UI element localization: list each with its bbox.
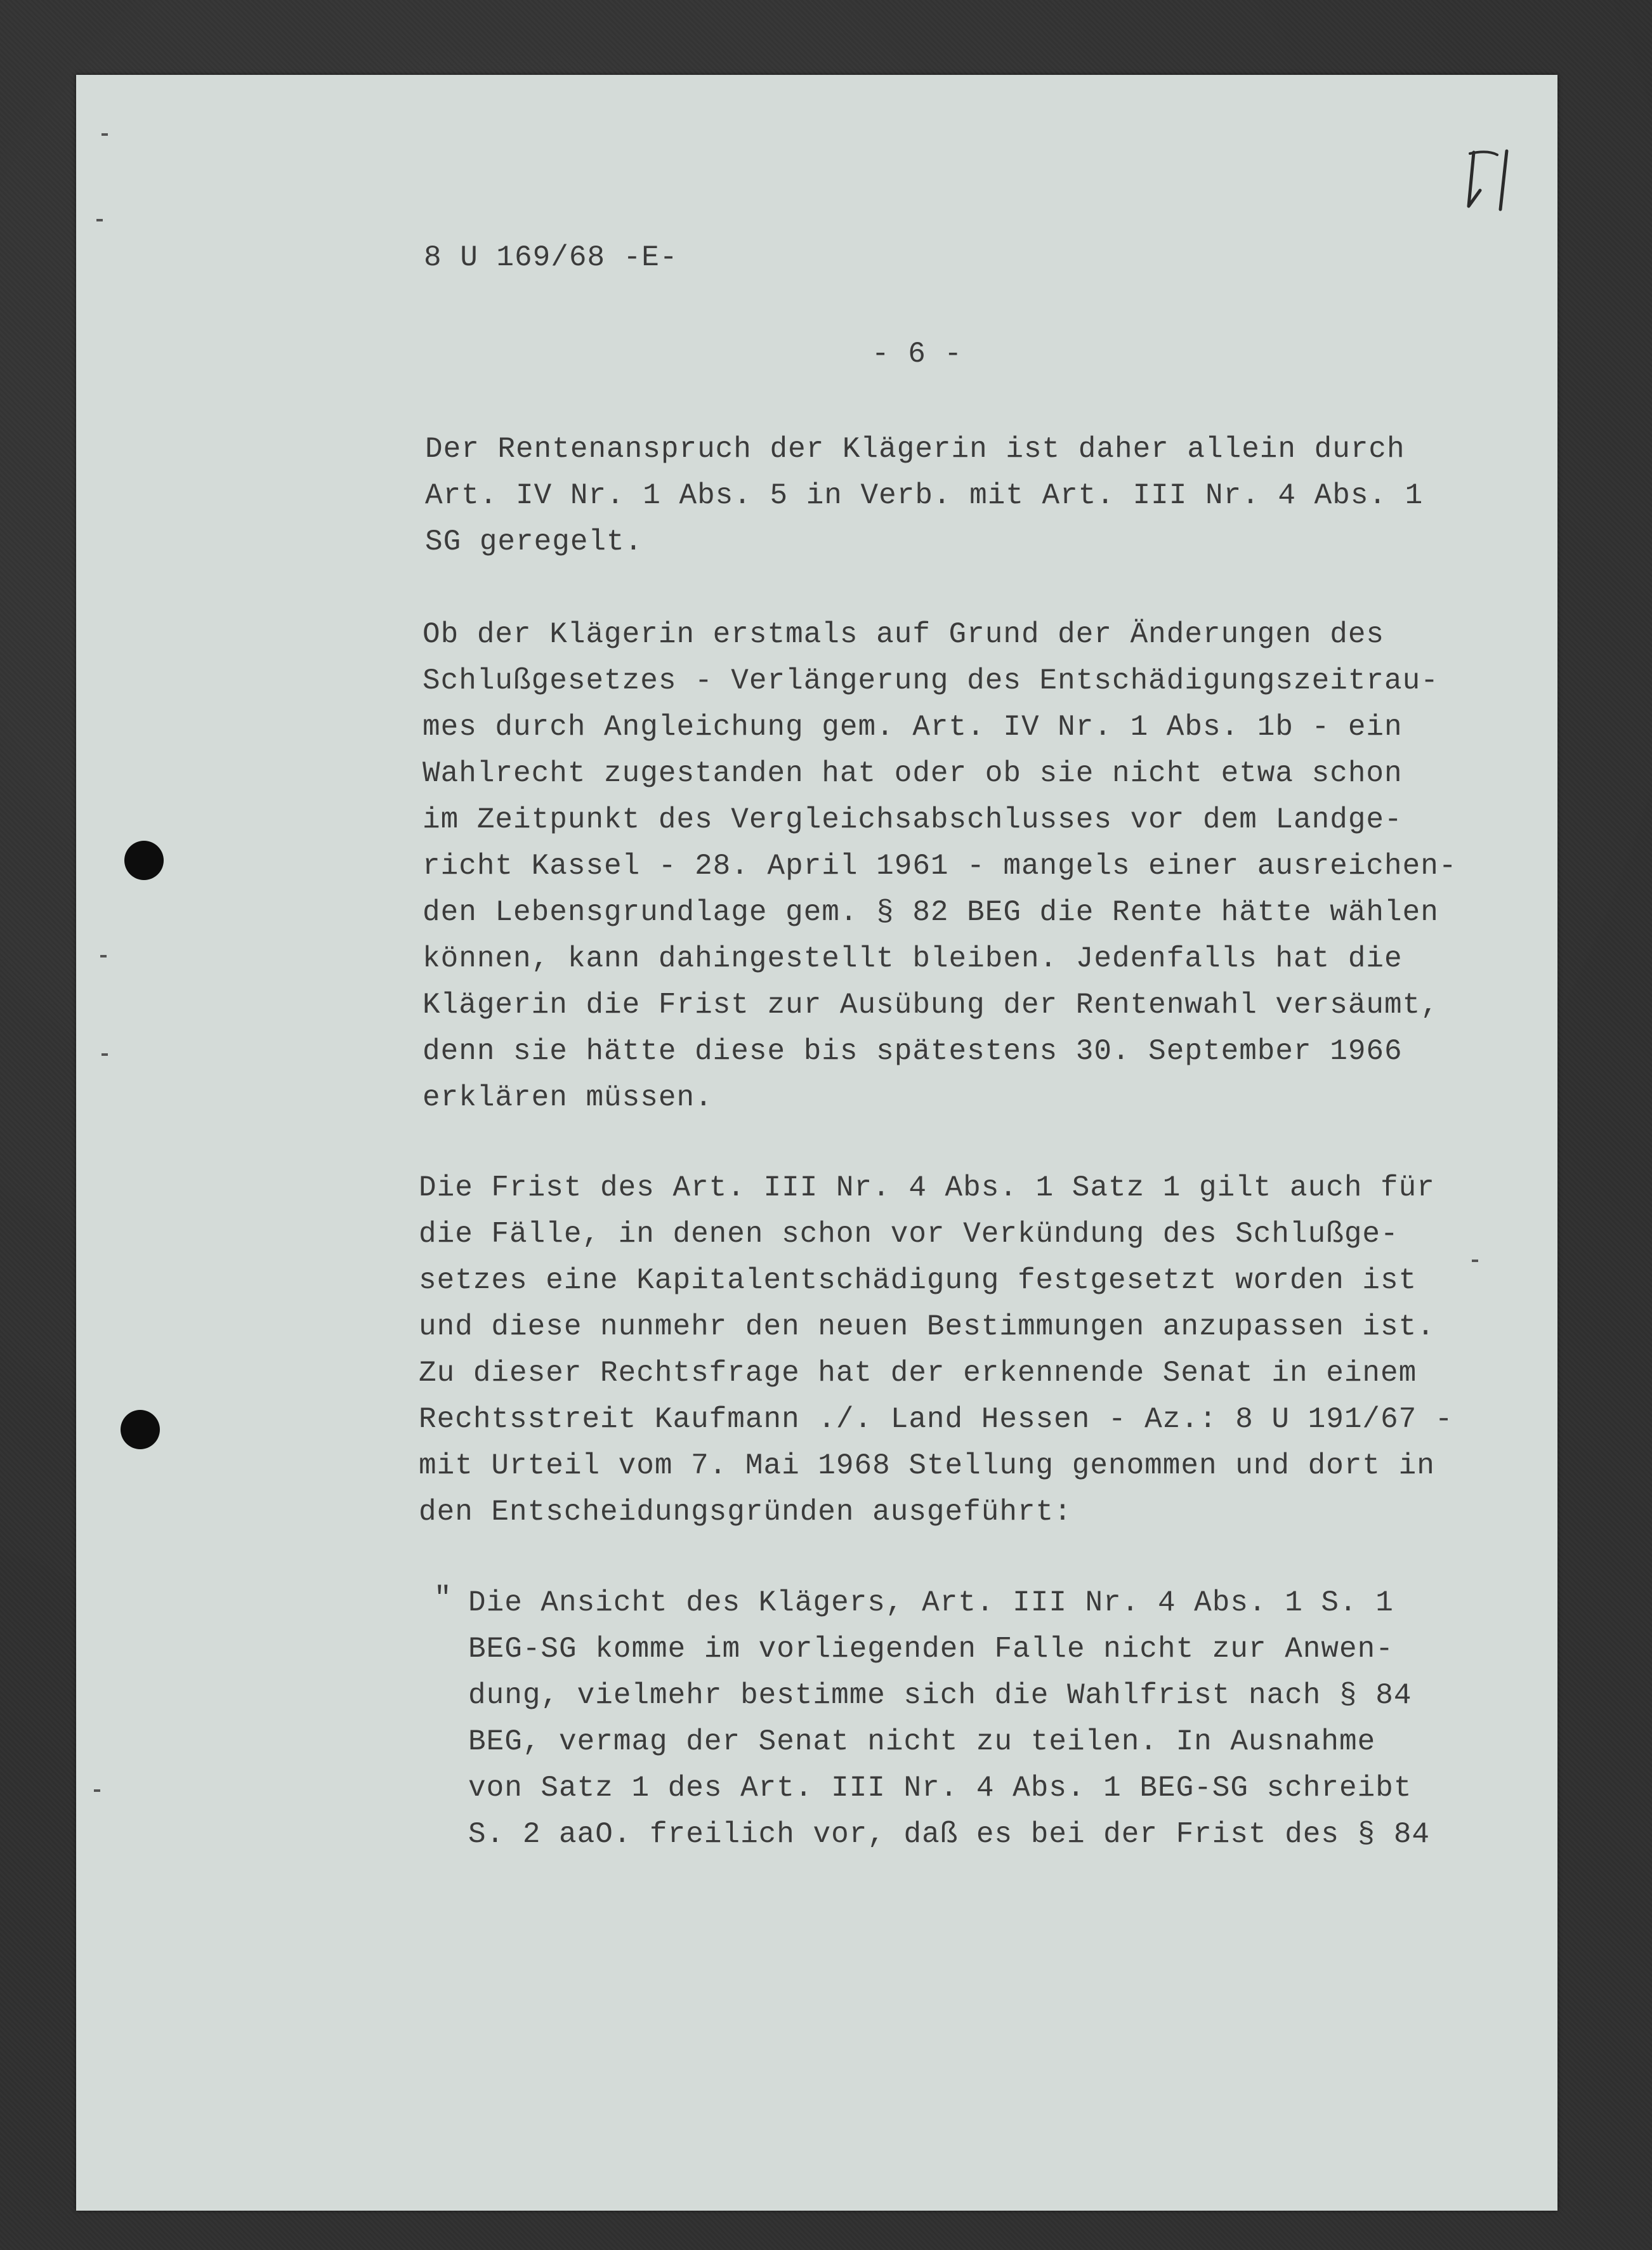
text-line: den Lebensgrundlage gem. § 82 BEG die Rente hätte wählen	[423, 896, 1439, 929]
text-line: Die Frist des Art. III Nr. 4 Abs. 1 Satz 1 gilt auch für	[419, 1171, 1435, 1204]
text-line: Art. IV Nr. 1 Abs. 5 in Verb. mit Art. III Nr. 4 Abs. 1	[425, 479, 1424, 512]
text-line: richt Kassel - 28. April 1961 - mangels einer ausreichen-	[423, 850, 1457, 883]
text-line: mes durch Angleichung gem. Art. IV Nr. 1 Abs. 1b - ein	[423, 711, 1403, 744]
text-line: Klägerin die Frist zur Ausübung der Rentenwahl versäumt,	[423, 989, 1439, 1022]
text-line: die Fälle, in denen schon vor Verkündung des Schlußge-	[419, 1218, 1399, 1251]
text-line: SG geregelt.	[425, 525, 643, 558]
text-line: dung, vielmehr bestimme sich die Wahlfrist nach § 84	[468, 1679, 1412, 1712]
text-line: Die Ansicht des Klägers, Art. III Nr. 4 Abs. 1 S. 1	[468, 1586, 1394, 1619]
case-reference: 8 U 169/68 -E-	[424, 241, 678, 274]
text-line: und diese nunmehr den neuen Bestimmungen anzupassen ist.	[419, 1310, 1435, 1343]
text-line: BEG-SG komme im vorliegenden Falle nicht zur Anwen-	[468, 1633, 1394, 1666]
text-line: Der Rentenanspruch der Klägerin ist daher allein durch	[425, 433, 1405, 466]
text-line: im Zeitpunkt des Vergleichsabschlusses vor dem Landge-	[423, 803, 1403, 836]
text-line: den Entscheidungsgründen ausgeführt:	[419, 1496, 1072, 1529]
text-line: Ob der Klägerin erstmals auf Grund der Änderungen des	[423, 618, 1385, 651]
margin-mark	[102, 1053, 108, 1056]
text-line: mit Urteil vom 7. Mai 1968 Stellung genommen und dort in	[419, 1449, 1435, 1482]
text-line: erklären müssen.	[423, 1081, 713, 1114]
text-line: Wahlrecht zugestanden hat oder ob sie nicht etwa schon	[423, 757, 1403, 790]
text-line: S. 2 aaO. freilich vor, daß es bei der Frist des § 84	[468, 1818, 1431, 1851]
margin-mark	[94, 1789, 100, 1792]
text-line: Zu dieser Rechtsfrage hat der erkennende Senat in einem	[419, 1357, 1417, 1390]
opening-quote-mark: "	[434, 1582, 452, 1615]
page-number: - 6 -	[872, 338, 963, 371]
punch-hole	[124, 841, 164, 880]
text-line: setzes eine Kapitalentschädigung festgesetzt worden ist	[419, 1264, 1417, 1297]
punch-hole	[121, 1410, 160, 1449]
text-line: denn sie hätte diese bis spätestens 30. September 1966	[423, 1035, 1403, 1068]
margin-mark	[1472, 1260, 1478, 1262]
quoted-paragraph	[468, 1580, 1430, 1858]
text-line: können, kann dahingestellt bleiben. Jedenfalls hat die	[423, 942, 1403, 975]
paragraph	[423, 612, 1457, 1121]
margin-mark	[100, 955, 107, 957]
folio-handwritten-number	[1462, 146, 1519, 216]
text-line: Rechtsstreit Kaufmann ./. Land Hessen - Az.: 8 U 191/67 -	[419, 1403, 1453, 1436]
text-line: von Satz 1 des Art. III Nr. 4 Abs. 1 BEG-SG schreibt	[468, 1772, 1412, 1805]
margin-mark	[96, 219, 103, 221]
paragraph	[419, 1165, 1453, 1536]
document-page	[76, 75, 1557, 2211]
text-line: BEG, vermag der Senat nicht zu teilen. In Ausnahme	[468, 1725, 1376, 1758]
text-line: Schlußgesetzes - Verlängerung des Entschädigungszeitrau-	[423, 664, 1439, 697]
paragraph	[425, 426, 1423, 565]
margin-mark	[102, 133, 108, 136]
